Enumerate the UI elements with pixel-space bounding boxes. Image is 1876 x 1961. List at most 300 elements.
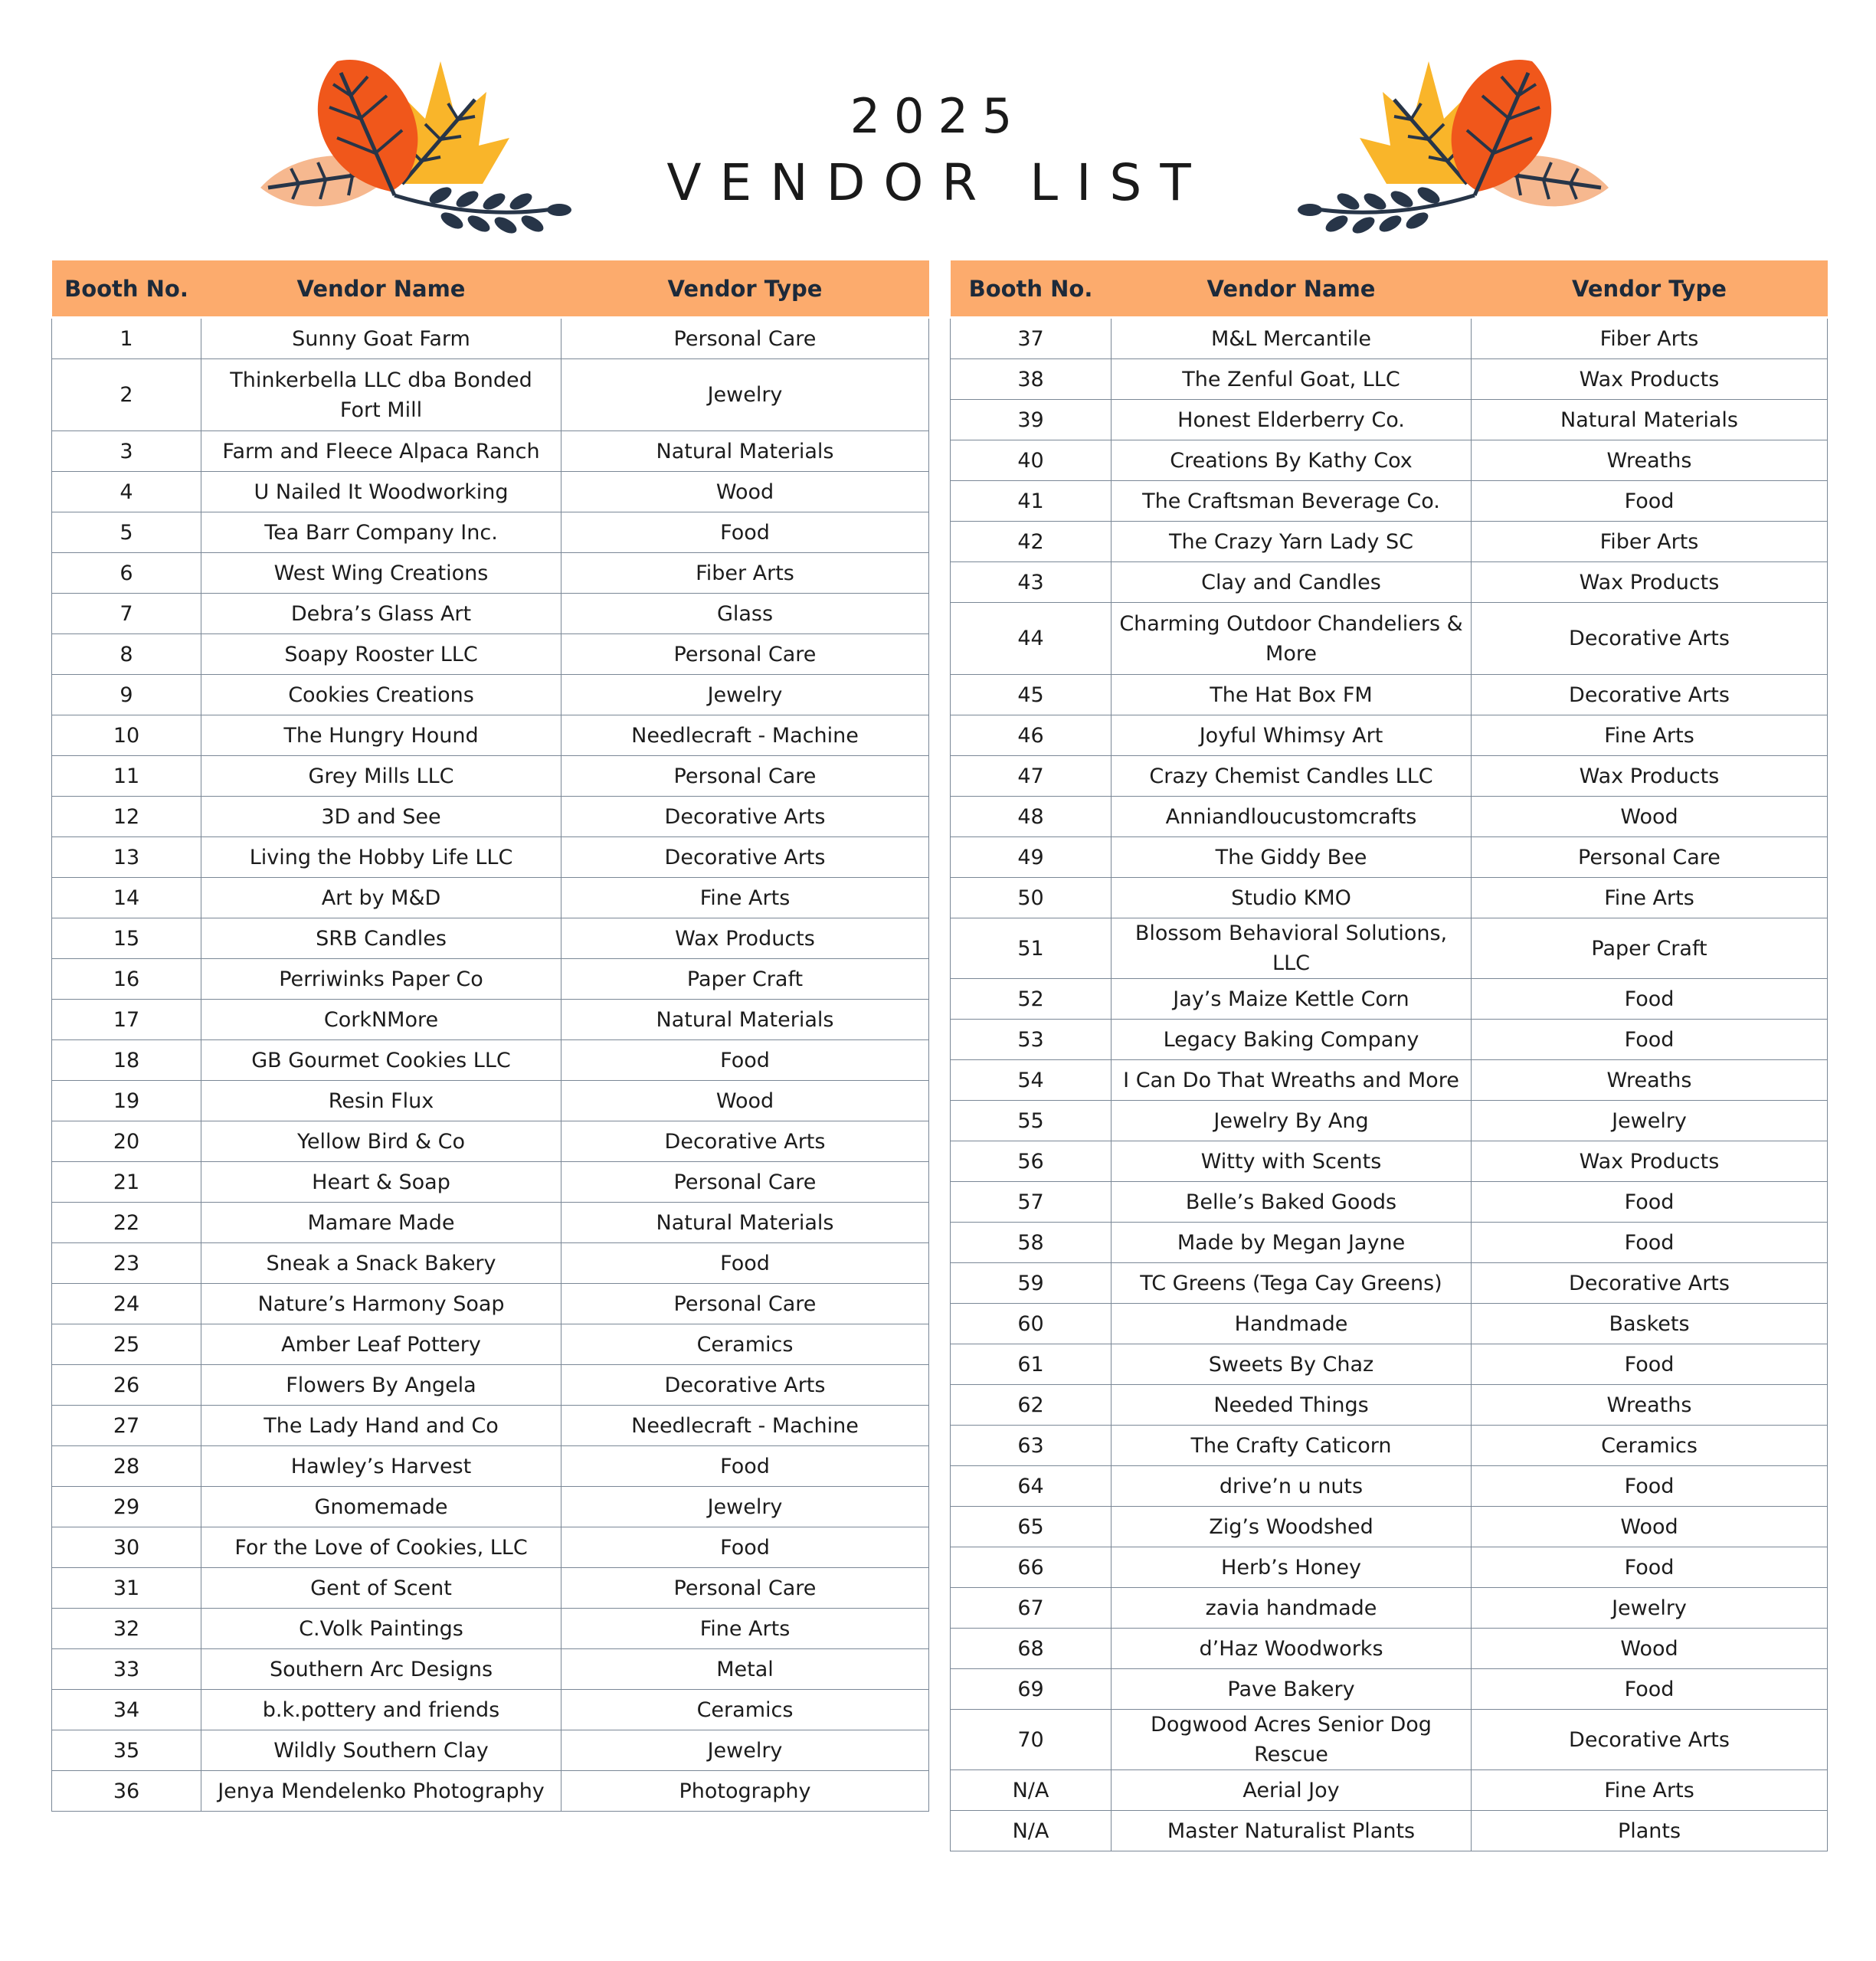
booth-number-cell: 6 [52, 553, 201, 594]
vendor-name-cell: Sneak a Snack Bakery [201, 1243, 561, 1284]
vendor-name-cell: The Zenful Goat, LLC [1112, 359, 1472, 400]
vendor-type-cell: Wood [561, 472, 929, 512]
vendor-type-cell: Fine Arts [1472, 715, 1828, 756]
vendor-type-cell: Jewelry [561, 675, 929, 715]
vendor-name-cell: Wildly Southern Clay [201, 1730, 561, 1771]
table-row [951, 1426, 1828, 1466]
vendor-type-cell: Decorative Arts [561, 797, 929, 837]
booth-number-cell: 53 [951, 1020, 1112, 1060]
column-header-booth: Booth No. [52, 260, 201, 318]
vendor-name-cell: Cookies Creations [201, 675, 561, 715]
vendor-table-right [950, 260, 1828, 1851]
vendor-type-cell: Personal Care [561, 1162, 929, 1203]
table-row [951, 1507, 1828, 1547]
booth-number-cell: 54 [951, 1060, 1112, 1101]
vendor-type-cell: Paper Craft [561, 959, 929, 1000]
vendor-name-cell: Dogwood Acres Senior Dog Rescue [1112, 1710, 1472, 1770]
table-row [52, 1040, 929, 1081]
booth-number-cell: 66 [951, 1547, 1112, 1588]
vendor-type-cell: Decorative Arts [1472, 1710, 1828, 1770]
vendor-name-cell: Clay and Candles [1112, 562, 1472, 603]
table-row [52, 1324, 929, 1365]
vendor-name-cell: Sunny Goat Farm [201, 318, 561, 359]
booth-number-cell: 35 [52, 1730, 201, 1771]
booth-number-cell: 5 [52, 512, 201, 553]
vendor-type-cell: Food [1472, 1669, 1828, 1710]
booth-number-cell: 10 [52, 715, 201, 756]
table-row [951, 1182, 1828, 1223]
vendor-name-cell: C.Volk Paintings [201, 1609, 561, 1649]
table-row [52, 1000, 929, 1040]
booth-number-cell: 43 [951, 562, 1112, 603]
table-row [951, 1588, 1828, 1629]
vendor-name-cell: The Hat Box FM [1112, 675, 1472, 715]
vendor-name-cell: Living the Hobby Life LLC [201, 837, 561, 878]
table-row [951, 1770, 1828, 1811]
vendor-type-cell: Personal Care [561, 1568, 929, 1609]
table-row [52, 594, 929, 634]
vendor-name-cell: Mamare Made [201, 1203, 561, 1243]
vendor-name-cell: Resin Flux [201, 1081, 561, 1121]
vendor-name-cell: Made by Megan Jayne [1112, 1223, 1472, 1263]
table-row [951, 400, 1828, 440]
table-row [951, 440, 1828, 481]
vendor-type-cell: Food [1472, 1182, 1828, 1223]
booth-number-cell: 21 [52, 1162, 201, 1203]
vendor-type-cell: Glass [561, 594, 929, 634]
table-row [951, 1304, 1828, 1344]
table-row [951, 715, 1828, 756]
vendor-name-cell: Master Naturalist Plants [1112, 1811, 1472, 1851]
booth-number-cell: 41 [951, 481, 1112, 522]
booth-number-cell: 7 [52, 594, 201, 634]
table-row [951, 1101, 1828, 1141]
vendor-type-cell: Food [561, 1243, 929, 1284]
booth-number-cell: 39 [951, 400, 1112, 440]
booth-number-cell: 25 [52, 1324, 201, 1365]
booth-number-cell: 47 [951, 756, 1112, 797]
vendor-name-cell: The Craftsman Beverage Co. [1112, 481, 1472, 522]
vendor-name-cell: Anniandloucustomcrafts [1112, 797, 1472, 837]
vendor-name-cell: Creations By Kathy Cox [1112, 440, 1472, 481]
vendor-type-cell: Food [561, 1527, 929, 1568]
table-row [951, 878, 1828, 918]
vendor-name-cell: Herb’s Honey [1112, 1547, 1472, 1588]
vendor-type-cell: Food [561, 1040, 929, 1081]
vendor-type-cell: Decorative Arts [1472, 603, 1828, 675]
table-row [52, 1690, 929, 1730]
vendor-type-cell: Ceramics [1472, 1426, 1828, 1466]
table-row [951, 979, 1828, 1020]
table-row [951, 675, 1828, 715]
vendor-name-cell: Jewelry By Ang [1112, 1101, 1472, 1141]
table-row [52, 837, 929, 878]
booth-number-cell: N/A [951, 1770, 1112, 1811]
booth-number-cell: 34 [52, 1690, 201, 1730]
vendor-type-cell: Wax Products [1472, 562, 1828, 603]
table-row [52, 359, 929, 431]
vendor-type-cell: Paper Craft [1472, 918, 1828, 979]
vendor-type-cell: Natural Materials [561, 431, 929, 472]
booth-number-cell: 14 [52, 878, 201, 918]
table-row [951, 1141, 1828, 1182]
vendor-type-cell: Personal Care [561, 318, 929, 359]
table-row [951, 318, 1828, 359]
column-header-vendor-type: Vendor Type [561, 260, 929, 318]
booth-number-cell: 67 [951, 1588, 1112, 1629]
vendor-name-cell: d’Haz Woodworks [1112, 1629, 1472, 1669]
table-row [52, 472, 929, 512]
booth-number-cell: 51 [951, 918, 1112, 979]
table-row [951, 1263, 1828, 1304]
booth-number-cell: 3 [52, 431, 201, 472]
table-row [52, 756, 929, 797]
vendor-type-cell: Personal Care [561, 756, 929, 797]
table-row [52, 1365, 929, 1406]
booth-number-cell: 46 [951, 715, 1112, 756]
table-row [951, 522, 1828, 562]
vendor-type-cell: Decorative Arts [561, 1121, 929, 1162]
table-row [52, 675, 929, 715]
vendor-name-cell: Legacy Baking Company [1112, 1020, 1472, 1060]
vendor-name-cell: Gnomemade [201, 1487, 561, 1527]
vendor-name-cell: CorkNMore [201, 1000, 561, 1040]
vendor-name-cell: I Can Do That Wreaths and More [1112, 1060, 1472, 1101]
booth-number-cell: 22 [52, 1203, 201, 1243]
table-row [52, 431, 929, 472]
vendor-type-cell: Food [1472, 979, 1828, 1020]
booth-number-cell: 57 [951, 1182, 1112, 1223]
vendor-type-cell: Fine Arts [1472, 878, 1828, 918]
page-title-year: 2025 [850, 88, 1026, 144]
vendor-type-cell: Metal [561, 1649, 929, 1690]
booth-number-cell: 26 [52, 1365, 201, 1406]
booth-number-cell: 55 [951, 1101, 1112, 1141]
booth-number-cell: 8 [52, 634, 201, 675]
table-row [52, 1446, 929, 1487]
table-row [951, 1223, 1828, 1263]
vendor-name-cell: Southern Arc Designs [201, 1649, 561, 1690]
booth-number-cell: 52 [951, 979, 1112, 1020]
vendor-type-cell: Fiber Arts [561, 553, 929, 594]
vendor-type-cell: Natural Materials [561, 1203, 929, 1243]
vendor-name-cell: West Wing Creations [201, 553, 561, 594]
vendor-name-cell: Joyful Whimsy Art [1112, 715, 1472, 756]
table-row [951, 1710, 1828, 1770]
vendor-name-cell: The Hungry Hound [201, 715, 561, 756]
vendor-name-cell: TC Greens (Tega Cay Greens) [1112, 1263, 1472, 1304]
table-row [52, 797, 929, 837]
vendor-name-cell: Soapy Rooster LLC [201, 634, 561, 675]
table-row [52, 318, 929, 359]
autumn-leaves-icon [245, 46, 613, 253]
vendor-name-cell: Amber Leaf Pottery [201, 1324, 561, 1365]
table-row [52, 1568, 929, 1609]
vendor-name-cell: Flowers By Angela [201, 1365, 561, 1406]
booth-number-cell: 42 [951, 522, 1112, 562]
vendor-name-cell: Tea Barr Company Inc. [201, 512, 561, 553]
table-row [951, 918, 1828, 979]
table-row [52, 959, 929, 1000]
vendor-name-cell: SRB Candles [201, 918, 561, 959]
vendor-type-cell: Wax Products [1472, 359, 1828, 400]
table-row [951, 797, 1828, 837]
vendor-name-cell: Studio KMO [1112, 878, 1472, 918]
booth-number-cell: 48 [951, 797, 1112, 837]
vendor-type-cell: Wax Products [1472, 1141, 1828, 1182]
booth-number-cell: 59 [951, 1263, 1112, 1304]
vendor-type-cell: Food [1472, 1466, 1828, 1507]
vendor-name-cell: The Giddy Bee [1112, 837, 1472, 878]
vendor-name-cell: Charming Outdoor Chandeliers & More [1112, 603, 1472, 675]
vendor-name-cell: The Crazy Yarn Lady SC [1112, 522, 1472, 562]
vendor-name-cell: Needed Things [1112, 1385, 1472, 1426]
vendor-name-cell: Gent of Scent [201, 1568, 561, 1609]
table-row [951, 1020, 1828, 1060]
table-row [951, 1060, 1828, 1101]
table-row [52, 1121, 929, 1162]
booth-number-cell: 1 [52, 318, 201, 359]
vendor-name-cell: Yellow Bird & Co [201, 1121, 561, 1162]
table-row [951, 756, 1828, 797]
vendor-name-cell: Blossom Behavioral Solutions, LLC [1112, 918, 1472, 979]
booth-number-cell: 2 [52, 359, 201, 431]
vendor-name-cell: Handmade [1112, 1304, 1472, 1344]
booth-number-cell: 44 [951, 603, 1112, 675]
booth-number-cell: 28 [52, 1446, 201, 1487]
table-row [951, 481, 1828, 522]
booth-number-cell: 4 [52, 472, 201, 512]
vendor-name-cell: Crazy Chemist Candles LLC [1112, 756, 1472, 797]
vendor-type-cell: Wood [1472, 1507, 1828, 1547]
vendor-name-cell: zavia handmade [1112, 1588, 1472, 1629]
booth-number-cell: 40 [951, 440, 1112, 481]
booth-number-cell: 31 [52, 1568, 201, 1609]
vendor-type-cell: Jewelry [1472, 1588, 1828, 1629]
table-row [52, 918, 929, 959]
vendor-type-cell: Fine Arts [1472, 1770, 1828, 1811]
vendor-type-cell: Jewelry [1472, 1101, 1828, 1141]
table-row [951, 1629, 1828, 1669]
vendor-name-cell: Farm and Fleece Alpaca Ranch [201, 431, 561, 472]
booth-number-cell: 45 [951, 675, 1112, 715]
booth-number-cell: 32 [52, 1609, 201, 1649]
booth-number-cell: 65 [951, 1507, 1112, 1547]
vendor-name-cell: Jenya Mendelenko Photography [201, 1771, 561, 1812]
vendor-name-cell: Perriwinks Paper Co [201, 959, 561, 1000]
vendor-type-cell: Wood [1472, 1629, 1828, 1669]
booth-number-cell: 24 [52, 1284, 201, 1324]
vendor-type-cell: Decorative Arts [561, 837, 929, 878]
vendor-type-cell: Natural Materials [1472, 400, 1828, 440]
table-row [951, 1547, 1828, 1588]
booth-number-cell: N/A [951, 1811, 1112, 1851]
vendor-type-cell: Wax Products [1472, 756, 1828, 797]
vendor-name-cell: U Nailed It Woodworking [201, 472, 561, 512]
table-row [52, 634, 929, 675]
vendor-name-cell: 3D and See [201, 797, 561, 837]
table-row [52, 1771, 929, 1812]
vendor-type-cell: Needlecraft - Machine [561, 1406, 929, 1446]
vendor-name-cell: Honest Elderberry Co. [1112, 400, 1472, 440]
vendor-table-left [51, 260, 929, 1812]
booth-number-cell: 58 [951, 1223, 1112, 1263]
table-row [951, 1669, 1828, 1710]
vendor-name-cell: Grey Mills LLC [201, 756, 561, 797]
vendor-name-cell: Pave Bakery [1112, 1669, 1472, 1710]
column-header-vendor-name: Vendor Name [1112, 260, 1472, 318]
vendor-name-cell: b.k.pottery and friends [201, 1690, 561, 1730]
booth-number-cell: 70 [951, 1710, 1112, 1770]
vendor-name-cell: Belle’s Baked Goods [1112, 1182, 1472, 1223]
table-row [52, 1527, 929, 1568]
table-row [52, 1649, 929, 1690]
table-row [52, 512, 929, 553]
vendor-type-cell: Personal Care [561, 634, 929, 675]
booth-number-cell: 36 [52, 1771, 201, 1812]
booth-number-cell: 19 [52, 1081, 201, 1121]
vendor-type-cell: Decorative Arts [1472, 1263, 1828, 1304]
vendor-type-cell: Fine Arts [561, 1609, 929, 1649]
vendor-name-cell: For the Love of Cookies, LLC [201, 1527, 561, 1568]
vendor-type-cell: Food [561, 512, 929, 553]
booth-number-cell: 30 [52, 1527, 201, 1568]
vendor-type-cell: Wax Products [561, 918, 929, 959]
vendor-type-cell: Decorative Arts [1472, 675, 1828, 715]
booth-number-cell: 69 [951, 1669, 1112, 1710]
vendor-name-cell: GB Gourmet Cookies LLC [201, 1040, 561, 1081]
vendor-type-cell: Wreaths [1472, 1060, 1828, 1101]
booth-number-cell: 11 [52, 756, 201, 797]
vendor-name-cell: Thinkerbella LLC dba Bonded Fort Mill [201, 359, 561, 431]
page-title: VENDOR LIST [666, 153, 1210, 212]
booth-number-cell: 62 [951, 1385, 1112, 1426]
vendor-type-cell: Ceramics [561, 1324, 929, 1365]
booth-number-cell: 49 [951, 837, 1112, 878]
vendor-name-cell: Aerial Joy [1112, 1770, 1472, 1811]
vendor-type-cell: Jewelry [561, 1730, 929, 1771]
vendor-type-cell: Personal Care [1472, 837, 1828, 878]
column-header-vendor-name: Vendor Name [201, 260, 561, 318]
table-row [52, 553, 929, 594]
booth-number-cell: 15 [52, 918, 201, 959]
table-row [52, 1243, 929, 1284]
table-row [951, 1385, 1828, 1426]
booth-number-cell: 27 [52, 1406, 201, 1446]
vendor-name-cell: Hawley’s Harvest [201, 1446, 561, 1487]
vendor-type-cell: Food [1472, 1344, 1828, 1385]
table-row [52, 1284, 929, 1324]
vendor-type-cell: Fiber Arts [1472, 318, 1828, 359]
column-header-booth: Booth No. [951, 260, 1112, 318]
table-row [52, 1406, 929, 1446]
booth-number-cell: 37 [951, 318, 1112, 359]
vendor-type-cell: Wood [1472, 797, 1828, 837]
table-row [52, 715, 929, 756]
vendor-type-cell: Baskets [1472, 1304, 1828, 1344]
booth-number-cell: 60 [951, 1304, 1112, 1344]
vendor-type-cell: Natural Materials [561, 1000, 929, 1040]
vendor-type-cell: Fine Arts [561, 878, 929, 918]
booth-number-cell: 20 [52, 1121, 201, 1162]
table-row [52, 1730, 929, 1771]
table-row [52, 1203, 929, 1243]
table-row [52, 1487, 929, 1527]
table-row [951, 562, 1828, 603]
booth-number-cell: 33 [52, 1649, 201, 1690]
vendor-type-cell: Wreaths [1472, 1385, 1828, 1426]
vendor-name-cell: Jay’s Maize Kettle Corn [1112, 979, 1472, 1020]
table-row [951, 1811, 1828, 1851]
booth-number-cell: 12 [52, 797, 201, 837]
vendor-type-cell: Food [1472, 1223, 1828, 1263]
booth-number-cell: 9 [52, 675, 201, 715]
vendor-type-cell: Ceramics [561, 1690, 929, 1730]
booth-number-cell: 13 [52, 837, 201, 878]
vendor-name-cell: Debra’s Glass Art [201, 594, 561, 634]
vendor-name-cell: Art by M&D [201, 878, 561, 918]
vendor-type-cell: Wreaths [1472, 440, 1828, 481]
booth-number-cell: 29 [52, 1487, 201, 1527]
table-row [52, 1081, 929, 1121]
vendor-name-cell: Sweets By Chaz [1112, 1344, 1472, 1385]
vendor-type-cell: Personal Care [561, 1284, 929, 1324]
table-row [52, 878, 929, 918]
vendor-type-cell: Jewelry [561, 1487, 929, 1527]
booth-number-cell: 50 [951, 878, 1112, 918]
vendor-name-cell: Witty with Scents [1112, 1141, 1472, 1182]
table-row [951, 1344, 1828, 1385]
vendor-type-cell: Fiber Arts [1472, 522, 1828, 562]
vendor-name-cell: The Crafty Caticorn [1112, 1426, 1472, 1466]
vendor-name-cell: M&L Mercantile [1112, 318, 1472, 359]
booth-number-cell: 68 [951, 1629, 1112, 1669]
vendor-type-cell: Food [1472, 1020, 1828, 1060]
booth-number-cell: 17 [52, 1000, 201, 1040]
table-row [951, 603, 1828, 675]
table-row [52, 1609, 929, 1649]
vendor-type-cell: Wood [561, 1081, 929, 1121]
vendor-type-cell: Plants [1472, 1811, 1828, 1851]
booth-number-cell: 23 [52, 1243, 201, 1284]
booth-number-cell: 18 [52, 1040, 201, 1081]
table-row [52, 1162, 929, 1203]
vendor-type-cell: Jewelry [561, 359, 929, 431]
booth-number-cell: 61 [951, 1344, 1112, 1385]
column-header-vendor-type: Vendor Type [1472, 260, 1828, 318]
vendor-name-cell: Heart & Soap [201, 1162, 561, 1203]
vendor-type-cell: Food [1472, 481, 1828, 522]
vendor-name-cell: Nature’s Harmony Soap [201, 1284, 561, 1324]
vendor-type-cell: Decorative Arts [561, 1365, 929, 1406]
booth-number-cell: 64 [951, 1466, 1112, 1507]
vendor-type-cell: Photography [561, 1771, 929, 1812]
vendor-name-cell: The Lady Hand and Co [201, 1406, 561, 1446]
vendor-type-cell: Food [1472, 1547, 1828, 1588]
table-row [951, 837, 1828, 878]
table-row [951, 359, 1828, 400]
vendor-type-cell: Food [561, 1446, 929, 1487]
booth-number-cell: 63 [951, 1426, 1112, 1466]
booth-number-cell: 16 [52, 959, 201, 1000]
table-row [951, 1466, 1828, 1507]
vendor-type-cell: Needlecraft - Machine [561, 715, 929, 756]
vendor-name-cell: Zig’s Woodshed [1112, 1507, 1472, 1547]
booth-number-cell: 56 [951, 1141, 1112, 1182]
vendor-name-cell: drive’n u nuts [1112, 1466, 1472, 1507]
booth-number-cell: 38 [951, 359, 1112, 400]
autumn-leaves-icon [1256, 46, 1624, 253]
